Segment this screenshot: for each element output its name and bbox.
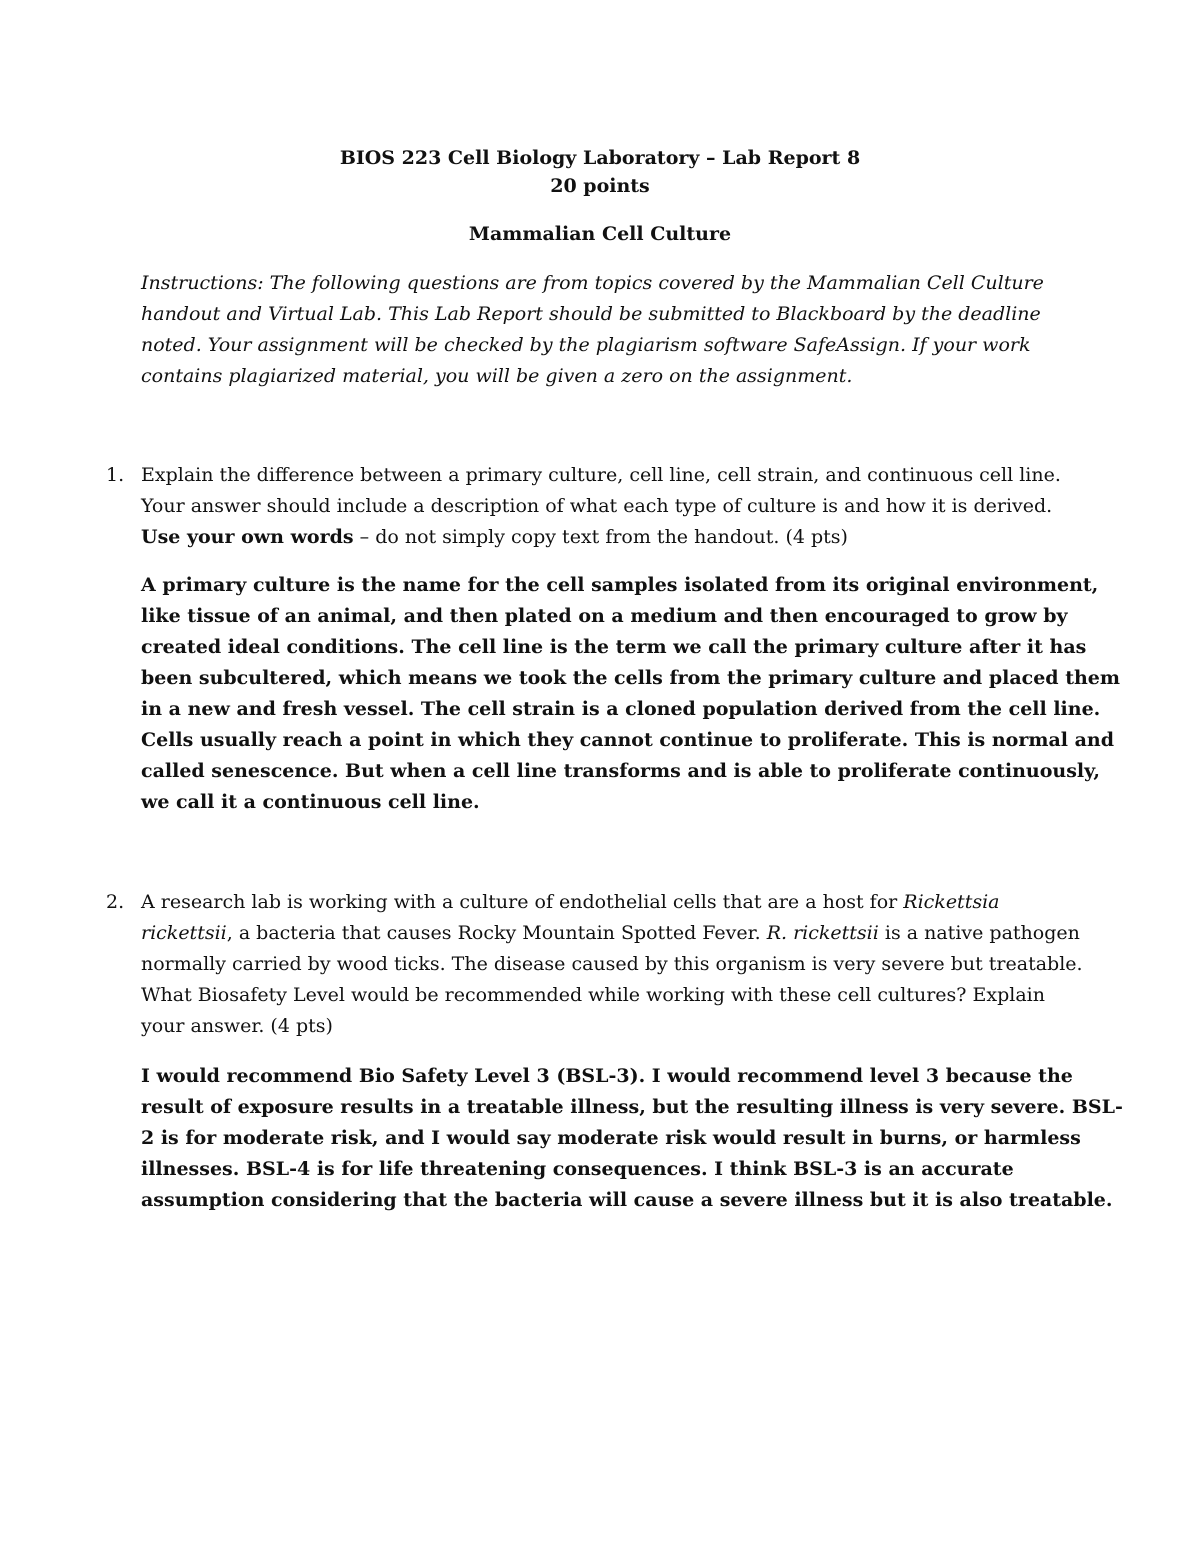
answer-1-line: Cells usually reach a point in which they cannot continue to proliferate. This is normal and — [141, 729, 1115, 751]
answer-1-line: been subcultered, which means we took the cells from the primary culture and placed them — [141, 667, 1120, 689]
question-1-line: Explain the difference between a primary culture, cell line, cell strain, and continuous cell line. — [141, 464, 1061, 486]
question-1-emphasis: Use your own words — [141, 526, 354, 548]
section-subtitle: Mammalian Cell Culture — [468, 223, 732, 245]
page-title: BIOS 223 Cell Biology Laboratory – Lab Report 8 — [339, 147, 861, 169]
answer-1-line: we call it a continuous cell line. — [141, 791, 480, 813]
answer-1-line: like tissue of an animal, and then plated on a medium and then encouraged to grow by — [141, 605, 1068, 627]
instructions-line: noted. Your assignment will be checked by the plagiarism software SafeAssign. If your work — [141, 334, 1031, 356]
instructions-line: handout and Virtual Lab. This Lab Report should be submitted to Blackboard by the deadline — [141, 303, 1041, 325]
question-2-number: 2. — [106, 891, 125, 913]
answer-1-line: A primary culture is the name for the cell samples isolated from its original environment, — [141, 574, 1099, 596]
question-1-text — [141, 460, 1071, 553]
question-1-number: 1. — [106, 464, 125, 486]
question-2-line — [141, 887, 1071, 918]
question-2-line: What Biosafety Level would be recommended while working with these cell cultures? Explain — [141, 984, 1045, 1006]
question-2-line: normally carried by wood ticks. The disease caused by this organism is very severe but treatable. — [141, 953, 1083, 975]
instructions-line: Instructions: The following questions are from topics covered by the Mammalian Cell Culture — [141, 272, 1044, 294]
points-label: 20 points — [550, 175, 650, 197]
answer-1-line: created ideal conditions. The cell line is the term we call the primary culture after it has — [141, 636, 1087, 658]
question-1-line-rest: – do not simply copy text from the handout. (4 pts) — [353, 526, 848, 548]
question-1-line — [141, 522, 1071, 553]
question-2-line1: A research lab is working with a culture of endothelial cells that are a host for — [141, 891, 904, 913]
species-genus: Rickettsia — [903, 891, 1000, 913]
question-1-line: Your answer should include a description of what each type of culture is and how it is derived. — [141, 495, 1053, 517]
answer-2-line: assumption considering that the bacteria will cause a severe illness but it is also treatable. — [141, 1189, 1113, 1211]
instructions-line: contains plagiarized material, you will be given a zero on the assignment. — [141, 365, 853, 387]
species-epithet: rickettsii — [141, 922, 227, 944]
question-2-line — [141, 918, 1080, 949]
answer-2-line: illnesses. BSL-4 is for life threatening consequences. I think BSL-3 is an accurate — [141, 1158, 1014, 1180]
species-abbrev: R. rickettsii — [766, 922, 879, 944]
question-2-line: your answer. (4 pts) — [141, 1015, 333, 1037]
question-2-line2a: , a bacteria that causes Rocky Mountain Spotted Fever. — [226, 922, 767, 944]
instructions-paragraph — [141, 268, 1071, 392]
answer-2-line: result of exposure results in a treatable illness, but the resulting illness is very severe. BSL- — [141, 1096, 1123, 1118]
question-2-text — [141, 887, 1083, 1042]
answer-2-line: I would recommend Bio Safety Level 3 (BSL-3). I would recommend level 3 because the — [141, 1065, 1073, 1087]
answer-2 — [141, 1061, 1123, 1216]
question-2-line2b: is a native pathogen — [878, 922, 1080, 944]
answer-2-line: 2 is for moderate risk, and I would say moderate risk would result in burns, or harmless — [141, 1127, 1081, 1149]
answer-1 — [141, 570, 1120, 818]
answer-1-line: in a new and fresh vessel. The cell strain is a cloned population derived from the cell line. — [141, 698, 1101, 720]
answer-1-line: called senescence. But when a cell line transforms and is able to proliferate continuously, — [141, 760, 1100, 782]
